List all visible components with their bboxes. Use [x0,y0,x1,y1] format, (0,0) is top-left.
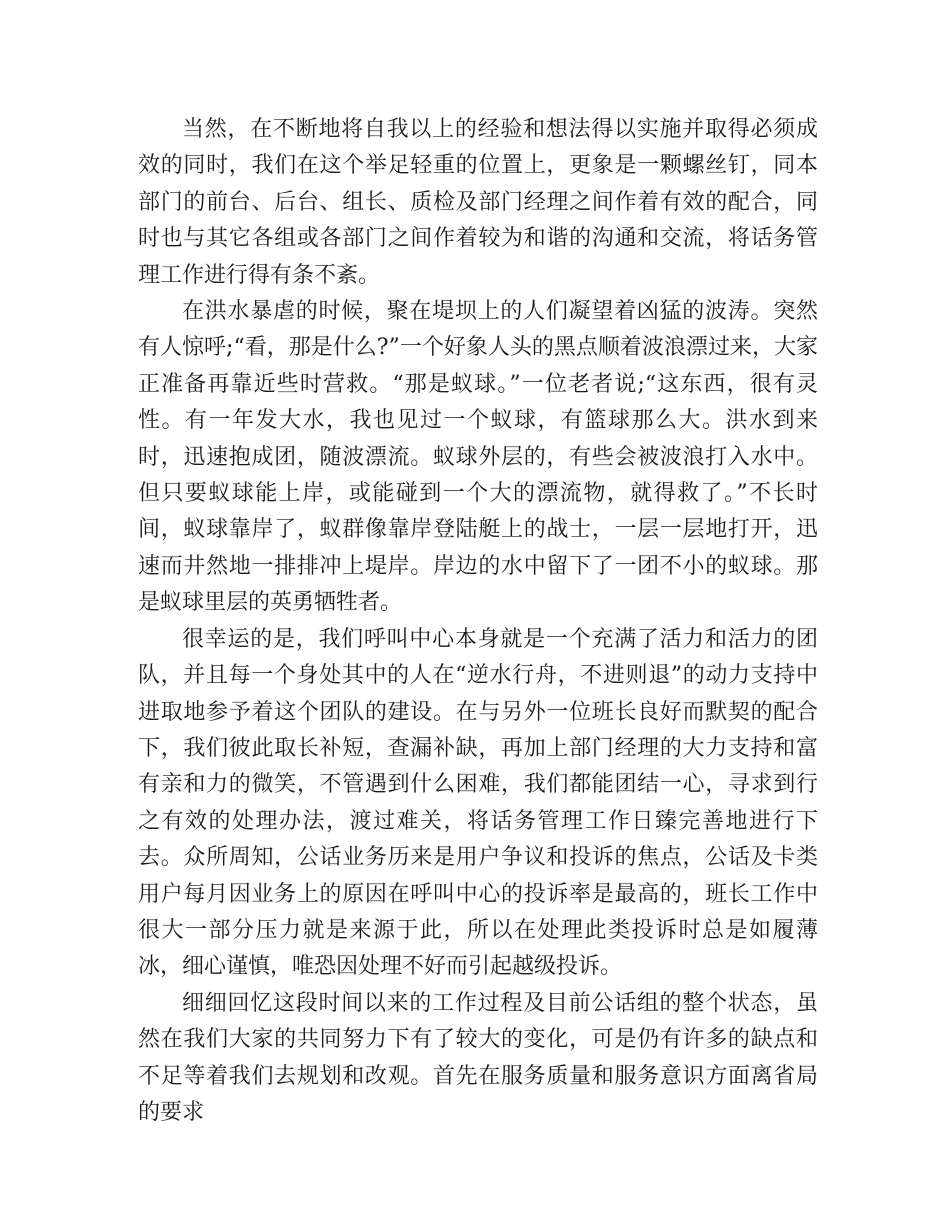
paragraph-3: 很幸运的是，我们呼叫中心本身就是一个充满了活力和活力的团队，并且每一个身处其中的人在“逆水行舟，不进则退”的动力支持中进取地参予着这个团队的建设。在与另外一位班长良好而默契的配合下，我们彼此取长补短，查漏补缺，再加上部门经理的大力支持和富有亲和力的微笑，不管遇到什么困难，我们都能团结一心，寻求到行之有效的处理办法，渡过难关，将话务管理工作日臻完善地进行下去。众所周知，公话业务历来是用户争议和投诉的焦点，公话及卡类用户每月因业务上的原因在呼叫中心的投诉率是最高的，班长工作中很大一部分压力就是来源于此，所以在处理此类投诉时总是如履薄冰，细心谨慎，唯恐因处理不好而引起越级投诉。 [138,626,818,980]
paragraph-4: 细细回忆这段时间以来的工作过程及目前公话组的整个状态，虽然在我们大家的共同努力下有了较大的变化，可是仍有许多的缺点和不足等着我们去规划和改观。首先在服务质量和服务意识方面离省局的要求 [138,990,818,1125]
document-page [138,112,818,1131]
paragraph-1: 当然，在不断地将自我以上的经验和想法得以实施并取得必须成效的同时，我们在这个举足轻重的位置上，更象是一颗螺丝钉，同本部门的前台、后台、组长、质检及部门经理之间作着有效的配合，同时也与其它各组或各部门之间作着较为和谐的沟通和交流，将话务管理工作进行得有条不紊。 [138,117,818,288]
paragraph-2: 在洪水暴虐的时候，聚在堤坝上的人们凝望着凶猛的波涛。突然有人惊呼;“看，那是什么?”一个好象人头的黑点顺着波浪漂过来，大家正准备再靠近些时营救。“那是蚁球。”一位老者说;“这东西，很有灵性。有一年发大水，我也见过一个蚁球，有篮球那么大。洪水到来时，迅速抱成团，随波漂流。蚁球外层的，有些会被波浪打入水中。但只要蚁球能上岸，或能碰到一个大的漂流物，就得救了。”不长时间，蚁球靠岸了，蚁群像靠岸登陆艇上的战士，一层一层地打开，迅速而井然地一排排冲上堤岸。岸边的水中留下了一团不小的蚁球。那是蚁球里层的英勇牺牲者。 [138,299,818,616]
